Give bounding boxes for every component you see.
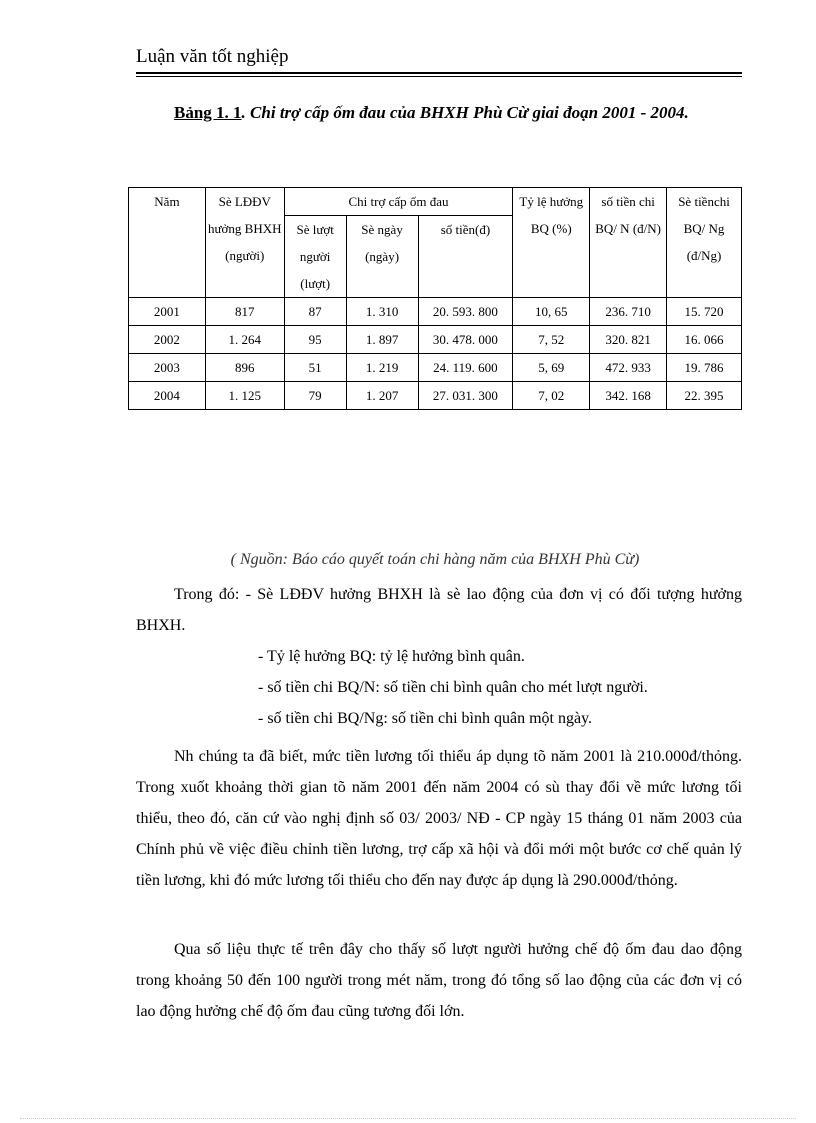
paragraph-minimum-wage: Nh chúng ta đã biết, mức tiền lương tối thiểu áp dụng tõ năm 2001 là 210.000đ/thỏng. Trong xuốt khoảng thời gian tõ năm 2001 đến năm 2004 có sù thay đổi về mức lương tối thiểu, theo đó, căn cứ vào nghị định số 03/ 2003/ NĐ - CP ngày 15 tháng 01 năm 2003 của Chính phủ về việc điều chỉnh tiền lương, trợ cấp xã hội và đổi mới một bước cơ chế quản lý tiền lương, khi đó mức lương tối thiểu cho đến nay được áp dụng là 290.000đ/thỏng. [136,748,742,889]
header-year: Năm [129,188,206,298]
cell-amount: 20. 593. 800 [418,298,513,326]
cell-amount: 30. 478. 000 [418,326,513,354]
cell-rate: 7, 02 [513,382,590,410]
cell-visits: 79 [284,382,346,410]
cell-workers: 817 [205,298,284,326]
header-days: Sè ngày (ngày) [346,216,418,298]
cell-visits: 51 [284,354,346,382]
definition-item: - Tỷ lệ hưởng BQ: tỷ lệ hưởng bình quân. [258,648,525,665]
header-rule-thin [136,76,742,77]
cell-avg-day: 16. 066 [667,326,742,354]
table-caption-title: Chi trợ cấp ốm đau của BHXH Phù Cừ giai đoạn 2001 - 2004 [250,103,685,122]
table-row [129,354,742,382]
cell-amount: 24. 119. 600 [418,354,513,382]
cell-year: 2003 [129,354,206,382]
table-caption-label: Bảng 1. 1 [174,103,242,122]
cell-avg-visit: 472. 933 [590,354,667,382]
table-row [129,326,742,354]
table-caption: Bảng 1. 1. Chi trợ cấp ốm đau của BHXH Phù Cừ giai đoạn 2001 - 2004. [174,103,689,122]
cell-days: 1. 310 [346,298,418,326]
header-amount: số tiền(đ) [418,216,513,298]
cell-avg-day: 19. 786 [667,354,742,382]
cell-days: 1. 897 [346,326,418,354]
definition-item: - số tiền chi BQ/Ng: số tiền chi bình quân một ngày. [258,710,593,727]
table-row [129,298,742,326]
cell-year: 2001 [129,298,206,326]
definition-item: - số tiền chi BQ/N: số tiền chi bình quân cho mét lượt người. [258,679,648,696]
table-header-row [129,188,742,216]
cell-rate: 5, 69 [513,354,590,382]
page-bottom-edge [20,1118,796,1119]
paragraph-definitions: Trong đó: - Sè LĐĐV hưởng BHXH là sè lao động của đơn vị có đối tượng hưởng BHXH. [136,586,742,634]
paragraph-analysis: Qua số liệu thực tế trên đây cho thấy số lượt người hưởng chế độ ốm đau dao động trong khoảng 50 đến 100 người trong mét năm, trong đó tổng số lao động của các đơn vị có lao động hưởng chế độ ốm đau cũng tương đối lớn. [136,941,742,1020]
header-workers: Sè LĐĐV hưởng BHXH (người) [205,188,284,298]
header-visits: Sè lượt người (lượt) [284,216,346,298]
header-group: Chi trợ cấp ốm đau [284,188,513,216]
cell-days: 1. 219 [346,354,418,382]
sickness-benefit-table [128,187,742,410]
running-header: Luận văn tốt nghiệp [136,46,289,67]
cell-workers: 1. 125 [205,382,284,410]
cell-workers: 896 [205,354,284,382]
table-row [129,382,742,410]
cell-rate: 10, 65 [513,298,590,326]
header-avg-visit: số tiền chi BQ/ N (đ/N) [590,188,667,298]
cell-avg-visit: 236. 710 [590,298,667,326]
header-avg-day: Sè tiềnchi BQ/ Ng (đ/Ng) [667,188,742,298]
table-source-note: ( Nguồn: Báo cáo quyết toán chi hàng năm của BHXH Phù Cừ) [230,551,640,568]
cell-amount: 27. 031. 300 [418,382,513,410]
cell-visits: 95 [284,326,346,354]
cell-avg-visit: 342. 168 [590,382,667,410]
cell-avg-day: 15. 720 [667,298,742,326]
header-rule-thick [136,72,742,74]
header-rate: Tỷ lệ hưởng BQ (%) [513,188,590,298]
cell-avg-day: 22. 395 [667,382,742,410]
cell-workers: 1. 264 [205,326,284,354]
cell-rate: 7, 52 [513,326,590,354]
cell-year: 2002 [129,326,206,354]
cell-avg-visit: 320. 821 [590,326,667,354]
cell-visits: 87 [284,298,346,326]
cell-days: 1. 207 [346,382,418,410]
cell-year: 2004 [129,382,206,410]
